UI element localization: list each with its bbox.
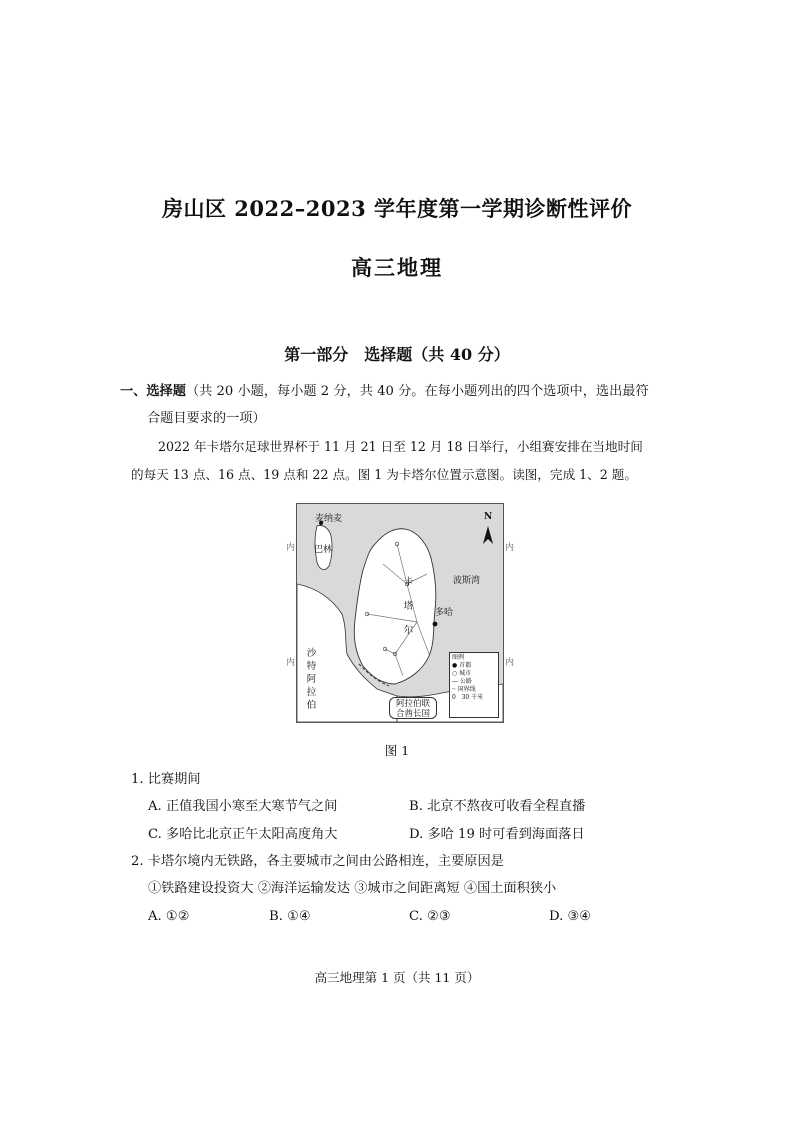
section-instruction bbox=[120, 383, 649, 401]
question-2-stem: 2. 卡塔尔境内无铁路，各主要城市之间由公路相连，主要原因是 bbox=[131, 854, 504, 869]
legend-city-symbol: ○ bbox=[452, 670, 458, 677]
section-label: 一、选择题 bbox=[120, 384, 186, 399]
passage-line-2: 的每天 13 点、16 点、19 点和 22 点。图 1 为卡塔尔位置示意图。读图，完成 1、2 题。 bbox=[131, 467, 637, 482]
map-side-mark-left-2: 内 bbox=[286, 658, 296, 668]
map-label-manama: 麦纳麦 bbox=[315, 514, 343, 524]
map-label-qatar-3: 尔 bbox=[403, 625, 414, 636]
passage-line-1: 2022 年卡塔尔足球世界杯于 11 月 21 日至 12 月 18 日举行，小组赛安排在当地时间 bbox=[158, 439, 643, 454]
map-label-gulf: 波斯湾 bbox=[453, 576, 481, 586]
map-label-saudi-2: 特 bbox=[306, 661, 317, 672]
map-side-mark-right: 内 bbox=[505, 543, 515, 553]
map-side-mark-right-2: 内 bbox=[505, 658, 515, 668]
legend-capital: ● 首都 bbox=[452, 662, 472, 669]
section-instruction-2: 合题目要求的一项） bbox=[147, 411, 266, 426]
question-1-stem: 1. 比赛期间 bbox=[131, 772, 201, 787]
page-footer: 高三地理第 1 页（共 11 页） bbox=[314, 970, 480, 985]
question-2-statements: ①铁路建设投资大 ②海洋运输发达 ③城市之间距离短 ④国土面积狭小 bbox=[148, 881, 557, 896]
legend-title: 图例 bbox=[452, 654, 465, 661]
map-legend bbox=[449, 652, 499, 718]
section-instruction-1: （共 20 小题，每小题 2 分，共 40 分。在每小题列出的四个选项中，选出最符 bbox=[185, 384, 649, 399]
subject-title: 高三地理 bbox=[351, 255, 443, 280]
map-label-uae-1: 阿拉伯联 bbox=[395, 699, 430, 709]
legend-capital-symbol: ● bbox=[452, 662, 458, 669]
question-1-option-b: B. 北京不熬夜可收看全程直播 bbox=[409, 799, 586, 814]
map-label-saudi-4: 拉 bbox=[306, 687, 317, 698]
question-1-option-a: A. 正值我国小寒至大寒节气之间 bbox=[148, 799, 338, 814]
map-label-uae-2: 合酋长国 bbox=[395, 709, 430, 719]
page-title: 房山区 2022–2023 学年度第一学期诊断性评价 bbox=[161, 196, 632, 221]
legend-road-symbol: — bbox=[452, 678, 458, 685]
map-label-saudi-3: 阿 bbox=[306, 674, 317, 685]
uae-label-box bbox=[389, 697, 437, 719]
question-2-option-d: D. ③④ bbox=[549, 909, 592, 924]
question-1-option-d: D. 多哈 19 时可看到海面落日 bbox=[409, 827, 585, 842]
part-title-a: 第一部分 bbox=[284, 345, 349, 364]
map-label-north: N bbox=[484, 512, 493, 522]
map-label-saudi-5: 伯 bbox=[306, 700, 317, 711]
map-label-qatar-2: 塔 bbox=[403, 601, 414, 612]
legend-road: — 公路 bbox=[452, 678, 472, 685]
map-label-saudi-1: 沙 bbox=[306, 648, 317, 659]
question-2-option-a: A. ①② bbox=[148, 909, 190, 924]
part-title bbox=[0, 342, 794, 365]
legend-border-symbol: ┄ bbox=[452, 686, 456, 693]
map-label-qatar-1: 卡 bbox=[403, 577, 414, 588]
question-2-option-c: C. ②③ bbox=[409, 909, 451, 924]
question-1-option-c: C. 多哈比北京正午太阳高度角大 bbox=[148, 827, 338, 842]
legend-scale: 0 30 千米 bbox=[452, 694, 484, 701]
capital-dot-doha bbox=[433, 622, 438, 627]
map-side-mark-left: 内 bbox=[286, 543, 296, 553]
legend-border: ┄ 国界线 bbox=[452, 686, 476, 693]
figure-caption: 图 1 bbox=[384, 743, 410, 758]
qatar-location-map bbox=[296, 503, 504, 723]
map-label-bahrain: 巴林 bbox=[314, 545, 333, 555]
question-2-option-b: B. ①④ bbox=[269, 909, 311, 924]
map-label-doha: 多哈 bbox=[435, 608, 454, 618]
part-title-b: 选择题（共 40 分） bbox=[364, 345, 510, 364]
legend-city: ○ 城市 bbox=[452, 670, 472, 677]
